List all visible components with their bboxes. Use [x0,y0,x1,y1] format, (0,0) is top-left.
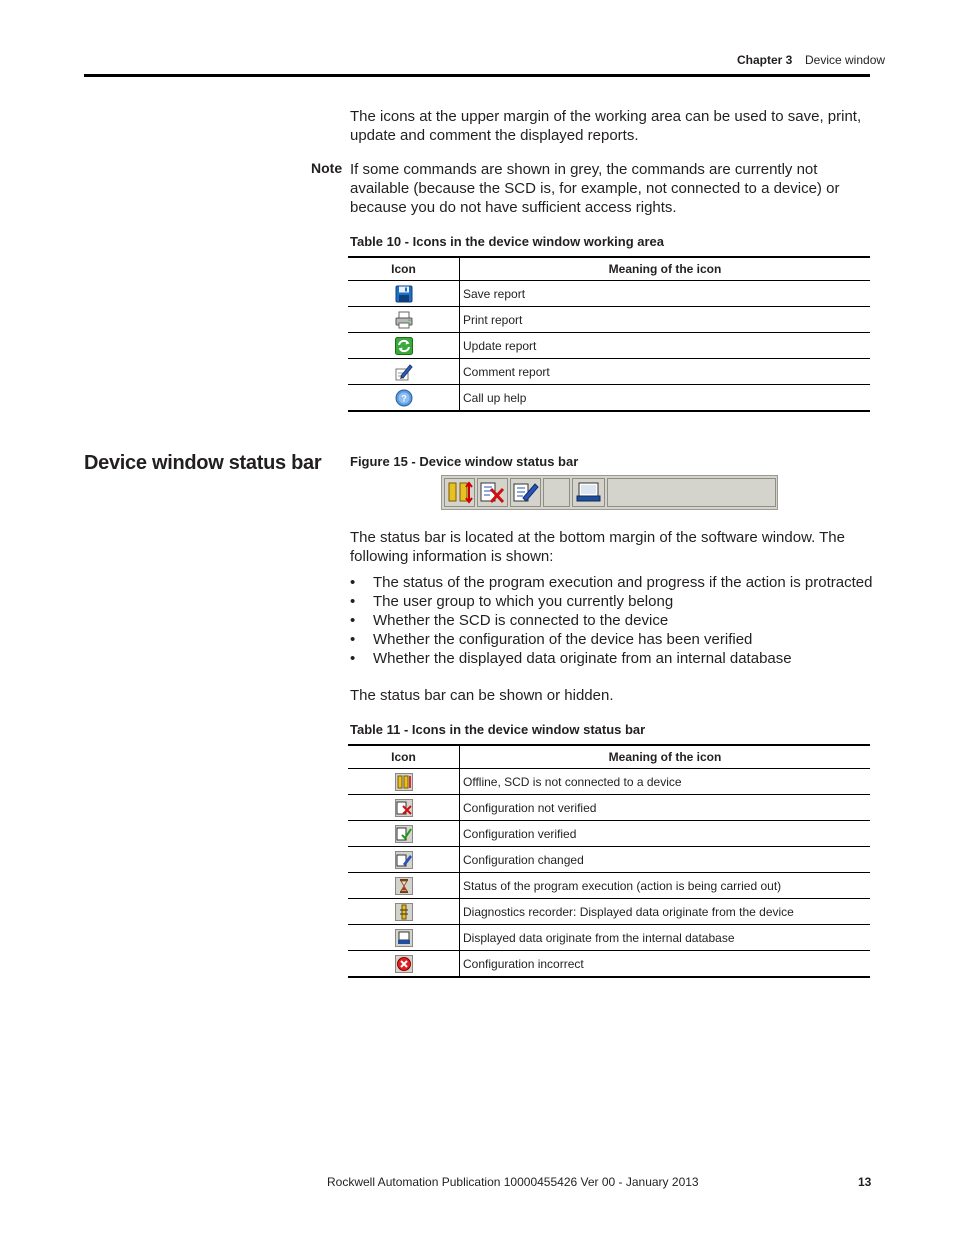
table11-meaning: Status of the program execution (action is being carried out) [460,873,871,899]
table11-meaning: Configuration incorrect [460,951,871,978]
offline-icon [445,479,474,506]
offline-icon [395,773,413,791]
info-list [350,573,890,668]
table10-col-icon: Icon [348,257,460,281]
table10 [348,256,870,412]
table11-meaning: Configuration verified [460,821,871,847]
table10-col-meaning: Meaning of the icon [460,257,871,281]
status-bar-hidden-note: The status bar can be shown or hidden. [350,687,614,704]
table10-meaning: Print report [460,307,871,333]
list-item: • Whether the displayed data originate from an internal database [350,649,890,668]
table-row [348,769,870,795]
print-icon [395,311,413,329]
table11 [348,744,870,978]
pen-icon [395,363,413,381]
footer-publication: Rockwell Automation Publication 10000455426 Ver 00 - January 2013 [327,1175,699,1189]
table11-meaning: Configuration not verified [460,795,871,821]
chapter-title: Device window [805,53,886,67]
config-verified-icon [395,825,413,843]
table11-meaning: Configuration changed [460,847,871,873]
save-icon [395,285,413,303]
table10-meaning: Call up help [460,385,871,412]
list-item: • Whether the configuration of the device has been verified [350,630,890,649]
table-row [348,899,870,925]
table11-col-meaning: Meaning of the icon [460,745,871,769]
config-changed-icon [511,479,540,506]
database-icon [573,479,604,506]
table11-meaning: Diagnostics recorder: Displayed data originate from the device [460,899,871,925]
svg-text:?: ? [400,393,407,403]
table10-caption: Table 10 - Icons in the device window working area [350,234,665,249]
config-changed-icon [395,851,413,869]
figure-caption: Figure 15 - Device window status bar [350,454,579,469]
config-incorrect-icon [395,955,413,973]
hourglass-icon [395,877,413,895]
intro-paragraph: The icons at the upper margin of the working area can be used to save, print, update and comment the displayed reports. [350,108,862,144]
table11-caption: Table 11 - Icons in the device window status bar [350,722,646,737]
help-icon [395,389,413,407]
list-item: • Whether the SCD is connected to the device [350,611,890,630]
database-icon [395,929,413,947]
table-row [348,385,870,412]
table-row [348,951,870,978]
table10-meaning: Comment report [460,359,871,385]
table-row [348,873,870,899]
section-heading: Device window status bar [84,452,322,474]
table10-meaning: Save report [460,281,871,307]
table10-meaning: Update report [460,333,871,359]
table-row [348,281,870,307]
chapter-label: Chapter 3 [737,53,793,67]
table-row [348,359,870,385]
table-row [348,333,870,359]
table-row [348,925,870,951]
table-row [348,847,870,873]
note-label: Note [311,160,343,176]
table11-col-icon: Icon [348,745,460,769]
header-rule [84,74,870,77]
list-item: • The status of the program execution and progress if the action is protracted [350,573,890,592]
status-bar-intro: The status bar is located at the bottom margin of the software window. The following information is shown: [350,529,845,565]
config-not-verified-icon [395,799,413,817]
page-number: 13 [858,1175,872,1189]
table11-meaning: Offline, SCD is not connected to a device [460,769,871,795]
config-not-verified-icon [478,479,507,506]
list-item: • The user group to which you currently belong [350,592,890,611]
status-bar-figure [441,475,778,510]
table-row [348,821,870,847]
refresh-icon [395,337,413,355]
diagnostics-recorder-icon [395,903,413,921]
table-row [348,307,870,333]
note-text: If some commands are shown in grey, the commands are currently not available (because the SCD is, for example, not connected to a device) or because you do not have sufficient access rights. [350,161,840,216]
table-row [348,795,870,821]
table11-meaning: Displayed data originate from the internal database [460,925,871,951]
